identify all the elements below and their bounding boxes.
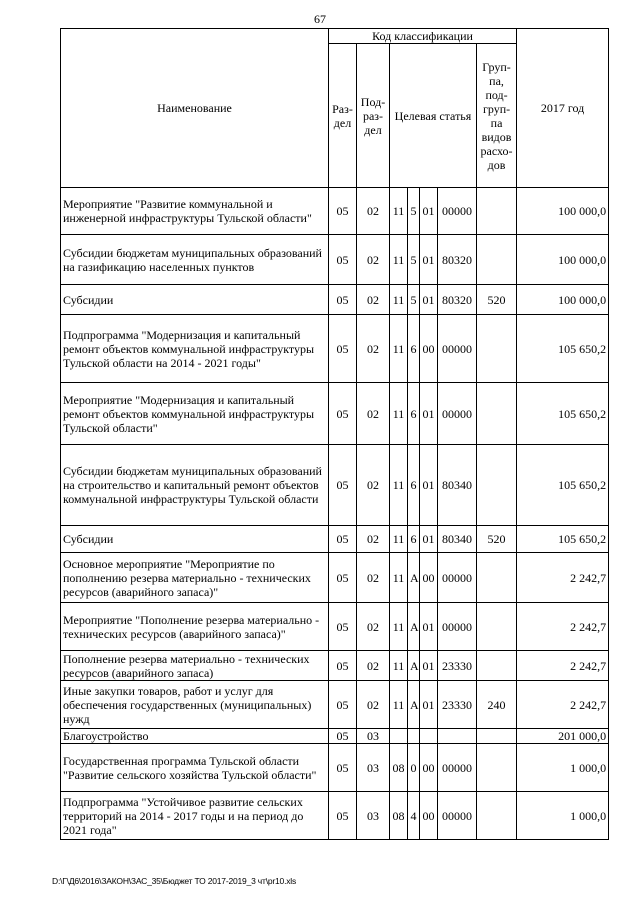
table-header xyxy=(61,29,609,188)
row-target-program: 11 xyxy=(390,285,408,315)
row-podrazdel: 02 xyxy=(357,188,390,235)
header-subsection: Под- раз- дел xyxy=(357,44,390,188)
row-razdel: 05 xyxy=(329,553,357,603)
row-expense-type xyxy=(477,603,517,651)
table-row xyxy=(61,681,609,729)
table-row xyxy=(61,729,609,744)
row-podrazdel: 02 xyxy=(357,383,390,445)
row-name: Государственная программа Тульской области "Развитие сельского хозяйства Тульской области" xyxy=(61,744,329,792)
table-row xyxy=(61,235,609,285)
row-target-program: 11 xyxy=(390,603,408,651)
budget-table xyxy=(60,28,609,840)
row-amount: 2 242,7 xyxy=(517,553,609,603)
header-expense-group: Груп- па, под- груп- па видов расхо- дов xyxy=(477,44,517,188)
row-target-direction: 00000 xyxy=(438,744,477,792)
row-razdel: 05 xyxy=(329,445,357,526)
row-razdel: 05 xyxy=(329,383,357,445)
row-expense-type xyxy=(477,188,517,235)
row-target-program: 11 xyxy=(390,553,408,603)
row-name: Пополнение резерва материально - технических ресурсов (аварийного запаса) xyxy=(61,651,329,681)
row-podrazdel: 02 xyxy=(357,526,390,553)
row-razdel: 05 xyxy=(329,315,357,383)
table-row xyxy=(61,553,609,603)
table-row xyxy=(61,526,609,553)
row-name: Субсидии бюджетам муниципальных образований на строительство и капитальный ремонт объектов коммунальной инфраструктуры Тульской области xyxy=(61,445,329,526)
row-target-subprogram: 4 xyxy=(408,792,420,840)
page-number: 67 xyxy=(314,12,326,26)
table-row xyxy=(61,315,609,383)
file-path-footer: D:\Г\Д6\2016\ЗАКОН\ЗАС_35\Бюджет ТО 2017-2019_3 чт\pr10.xls xyxy=(52,876,297,886)
table-row xyxy=(61,651,609,681)
row-target-direction: 80320 xyxy=(438,285,477,315)
row-target-event: 01 xyxy=(420,526,438,553)
table-row xyxy=(61,744,609,792)
row-name: Мероприятие "Модернизация и капитальный ремонт объектов коммунальной инфраструктуры Тульской области" xyxy=(61,383,329,445)
row-target-subprogram: 5 xyxy=(408,235,420,285)
row-target-subprogram: 5 xyxy=(408,188,420,235)
row-target-event: 00 xyxy=(420,792,438,840)
row-expense-type xyxy=(477,383,517,445)
row-target-event: 01 xyxy=(420,681,438,729)
row-target-direction: 23330 xyxy=(438,681,477,729)
row-target-direction: 00000 xyxy=(438,383,477,445)
row-razdel: 05 xyxy=(329,188,357,235)
header-year: 2017 год xyxy=(517,29,609,188)
row-target-event: 01 xyxy=(420,445,438,526)
row-target-program: 11 xyxy=(390,526,408,553)
row-name: Субсидии бюджетам муниципальных образований на газификацию населенных пунктов xyxy=(61,235,329,285)
row-name: Подпрограмма "Устойчивое развитие сельских территорий на 2014 - 2017 годы и на период до 2021 года" xyxy=(61,792,329,840)
row-target-subprogram xyxy=(408,729,420,744)
row-amount: 100 000,0 xyxy=(517,235,609,285)
row-target-direction: 00000 xyxy=(438,315,477,383)
row-amount: 105 650,2 xyxy=(517,315,609,383)
row-podrazdel: 02 xyxy=(357,553,390,603)
row-expense-type xyxy=(477,651,517,681)
row-target-subprogram: А xyxy=(408,651,420,681)
row-name: Субсидии xyxy=(61,526,329,553)
row-podrazdel: 02 xyxy=(357,315,390,383)
row-target-subprogram: 6 xyxy=(408,315,420,383)
header-name: Наименование xyxy=(61,29,329,188)
row-podrazdel: 03 xyxy=(357,729,390,744)
row-target-direction: 00000 xyxy=(438,792,477,840)
row-target-program: 11 xyxy=(390,383,408,445)
row-name: Основное мероприятие "Мероприятие по пополнению резерва материально - технических ресурсов (аварийного запаса)" xyxy=(61,553,329,603)
row-target-program xyxy=(390,729,408,744)
table-row xyxy=(61,188,609,235)
row-target-subprogram: 6 xyxy=(408,445,420,526)
table-row xyxy=(61,285,609,315)
row-podrazdel: 02 xyxy=(357,445,390,526)
row-expense-type xyxy=(477,729,517,744)
row-target-program: 11 xyxy=(390,188,408,235)
row-name: Благоустройство xyxy=(61,729,329,744)
row-target-program: 08 xyxy=(390,792,408,840)
row-expense-type xyxy=(477,553,517,603)
row-target-direction xyxy=(438,729,477,744)
row-expense-type: 520 xyxy=(477,526,517,553)
row-amount: 2 242,7 xyxy=(517,651,609,681)
row-target-direction: 00000 xyxy=(438,603,477,651)
row-podrazdel: 02 xyxy=(357,235,390,285)
row-razdel: 05 xyxy=(329,526,357,553)
row-razdel: 05 xyxy=(329,285,357,315)
row-razdel: 05 xyxy=(329,603,357,651)
row-podrazdel: 03 xyxy=(357,744,390,792)
row-target-event: 01 xyxy=(420,603,438,651)
row-amount: 105 650,2 xyxy=(517,526,609,553)
row-amount: 105 650,2 xyxy=(517,383,609,445)
row-target-direction: 00000 xyxy=(438,553,477,603)
row-target-subprogram: А xyxy=(408,553,420,603)
row-amount: 100 000,0 xyxy=(517,188,609,235)
row-amount: 2 242,7 xyxy=(517,681,609,729)
row-expense-type: 520 xyxy=(477,285,517,315)
row-razdel: 05 xyxy=(329,651,357,681)
row-target-subprogram: А xyxy=(408,681,420,729)
row-target-event: 01 xyxy=(420,235,438,285)
row-amount: 2 242,7 xyxy=(517,603,609,651)
row-amount: 100 000,0 xyxy=(517,285,609,315)
row-target-program: 11 xyxy=(390,315,408,383)
row-target-program: 11 xyxy=(390,235,408,285)
row-name: Иные закупки товаров, работ и услуг для обеспечения государственных (муниципальных) нужд xyxy=(61,681,329,729)
row-target-program: 11 xyxy=(390,445,408,526)
row-target-program: 11 xyxy=(390,651,408,681)
row-podrazdel: 02 xyxy=(357,651,390,681)
row-target-subprogram: 5 xyxy=(408,285,420,315)
table-body xyxy=(61,188,609,840)
row-podrazdel: 02 xyxy=(357,681,390,729)
row-name: Субсидии xyxy=(61,285,329,315)
row-expense-type: 240 xyxy=(477,681,517,729)
row-target-event xyxy=(420,729,438,744)
row-target-event: 01 xyxy=(420,383,438,445)
row-target-program: 11 xyxy=(390,681,408,729)
table-row xyxy=(61,603,609,651)
row-target-direction: 00000 xyxy=(438,188,477,235)
row-podrazdel: 03 xyxy=(357,792,390,840)
row-target-event: 00 xyxy=(420,315,438,383)
row-amount: 105 650,2 xyxy=(517,445,609,526)
row-target-event: 01 xyxy=(420,651,438,681)
row-target-event: 00 xyxy=(420,553,438,603)
row-target-event: 01 xyxy=(420,285,438,315)
row-target-subprogram: 0 xyxy=(408,744,420,792)
row-amount: 1 000,0 xyxy=(517,744,609,792)
row-podrazdel: 02 xyxy=(357,285,390,315)
row-target-program: 08 xyxy=(390,744,408,792)
header-target-article: Целевая статья xyxy=(390,44,477,188)
row-name: Мероприятие "Пополнение резерва материально - технических ресурсов (аварийного запаса)" xyxy=(61,603,329,651)
row-target-event: 01 xyxy=(420,188,438,235)
row-expense-type xyxy=(477,744,517,792)
row-target-direction: 80320 xyxy=(438,235,477,285)
header-classification: Код классификации xyxy=(329,29,517,44)
row-amount: 1 000,0 xyxy=(517,792,609,840)
row-target-direction: 80340 xyxy=(438,526,477,553)
row-podrazdel: 02 xyxy=(357,603,390,651)
row-target-subprogram: 6 xyxy=(408,383,420,445)
table-row xyxy=(61,792,609,840)
row-expense-type xyxy=(477,445,517,526)
row-target-subprogram: 6 xyxy=(408,526,420,553)
row-razdel: 05 xyxy=(329,744,357,792)
row-expense-type xyxy=(477,792,517,840)
table-row xyxy=(61,445,609,526)
row-name: Подпрограмма "Модернизация и капитальный ремонт объектов коммунальной инфраструктуры Тульской области на 2014 - 2021 годы" xyxy=(61,315,329,383)
row-target-subprogram: А xyxy=(408,603,420,651)
row-expense-type xyxy=(477,315,517,383)
row-razdel: 05 xyxy=(329,729,357,744)
header-section: Раз- дел xyxy=(329,44,357,188)
row-name: Мероприятие "Развитие коммунальной и инженерной инфраструктуры Тульской области" xyxy=(61,188,329,235)
table-row xyxy=(61,383,609,445)
row-target-direction: 80340 xyxy=(438,445,477,526)
row-razdel: 05 xyxy=(329,792,357,840)
row-target-event: 00 xyxy=(420,744,438,792)
row-razdel: 05 xyxy=(329,235,357,285)
row-amount: 201 000,0 xyxy=(517,729,609,744)
row-target-direction: 23330 xyxy=(438,651,477,681)
row-expense-type xyxy=(477,235,517,285)
row-razdel: 05 xyxy=(329,681,357,729)
